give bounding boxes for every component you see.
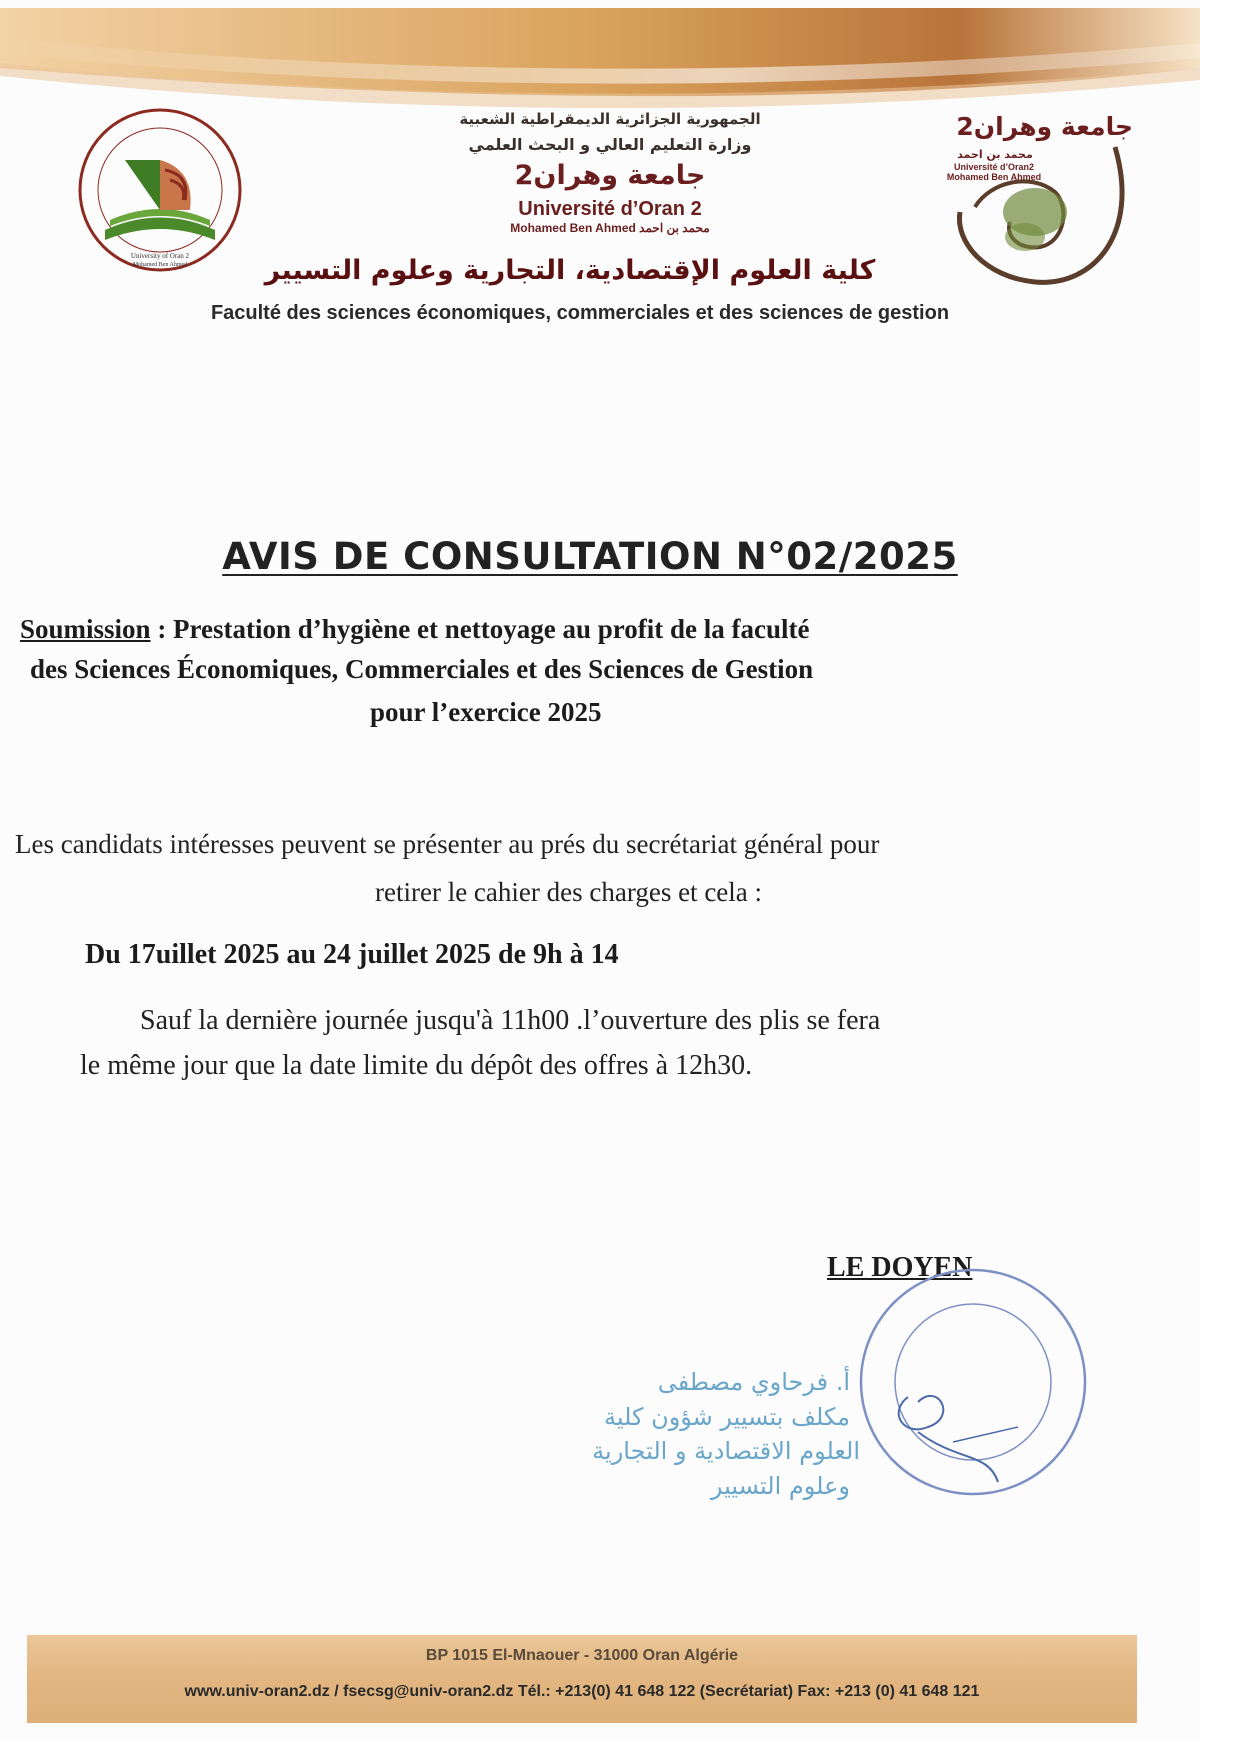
- header-republic-ar: الجمهورية الجزائرية الديمقراطية الشعبية: [459, 110, 761, 128]
- header-faculty-fr: Faculté des sciences économiques, commerciales et des sciences de gestion: [210, 302, 950, 324]
- header-university-ar: جامعة وهران2: [514, 160, 706, 191]
- subject-label: Soumission: [20, 614, 151, 644]
- university-logo: [935, 112, 1140, 312]
- notice-subject: [20, 608, 1020, 650]
- svg-text:Mohamed Ben Ahmed: Mohamed Ben Ahmed: [132, 262, 188, 268]
- footer-contact: www.univ-oran2.dz / fsecsg@univ-oran2.dz Tél.: +213(0) 41 648 122 (Secrétariat) Fax: +213 (0) 41 648 121: [184, 1683, 980, 1700]
- footer-address: BP 1015 El-Mnaouer - 31000 Oran Algérie: [425, 1647, 739, 1664]
- signature-line-3: العلوم الاقتصادية و التجارية: [592, 1437, 860, 1465]
- university-logo-sub-fr: Université d’Oran2 Mohamed Ben Ahmed: [946, 162, 1042, 182]
- university-logo-ar: جامعة وهران2: [956, 112, 1133, 141]
- official-stamp: [848, 1252, 1098, 1512]
- faculty-logo: [55, 100, 265, 280]
- body-paragraph-1: Les candidats intéresses peuvent se présenter au prés du secrétariat général pour: [15, 829, 880, 859]
- body-paragraph-2: retirer le cahier des charges et cela :: [375, 877, 763, 907]
- page-margin: [1200, 0, 1240, 1755]
- signatory-title: LE DOYEN: [827, 1252, 973, 1283]
- header-ministry-ar: وزارة التعليم العالي و البحث العلمي: [468, 135, 752, 154]
- date-range: Du 17uillet 2025 au 24 juillet 2025 de 9h à 14: [85, 939, 619, 970]
- body-paragraph-3: Sauf la dernière journée jusqu'à 11h00 .l’ouverture des plis se fera: [140, 1005, 881, 1036]
- header-university-fr: Université d’Oran 2: [518, 198, 702, 220]
- subject-line-1: : Prestation d’hygiène et nettoyage au profit de la faculté: [150, 614, 810, 644]
- notice-title: AVIS DE CONSULTATION N°02/2025: [222, 535, 958, 578]
- signature-line-1: أ. فرحاوي مصطفى: [657, 1368, 850, 1396]
- subject-line-2: des Sciences Économiques, Commerciales et des Sciences de Gestion: [30, 654, 814, 684]
- signature-line-2: مكلف بتسيير شؤون كلية: [603, 1403, 850, 1431]
- svg-text:University of Oran 2: University of Oran 2: [130, 252, 190, 260]
- body-paragraph-4: le même jour que la date limite du dépôt des offres à 12h30.: [80, 1050, 753, 1081]
- header-faculty-ar: كلية العلوم الإقتصادية، التجارية وعلوم التسيير: [264, 255, 876, 286]
- header-university-sub: Mohamed Ben Ahmed محمد بن احمد: [510, 221, 710, 235]
- university-logo-sub-ar: محمد بن احمد: [957, 148, 1033, 161]
- subject-line-3: pour l’exercice 2025: [370, 697, 602, 727]
- signature-line-4: وعلوم التسيير: [710, 1472, 850, 1500]
- footer-band: [27, 1635, 1137, 1723]
